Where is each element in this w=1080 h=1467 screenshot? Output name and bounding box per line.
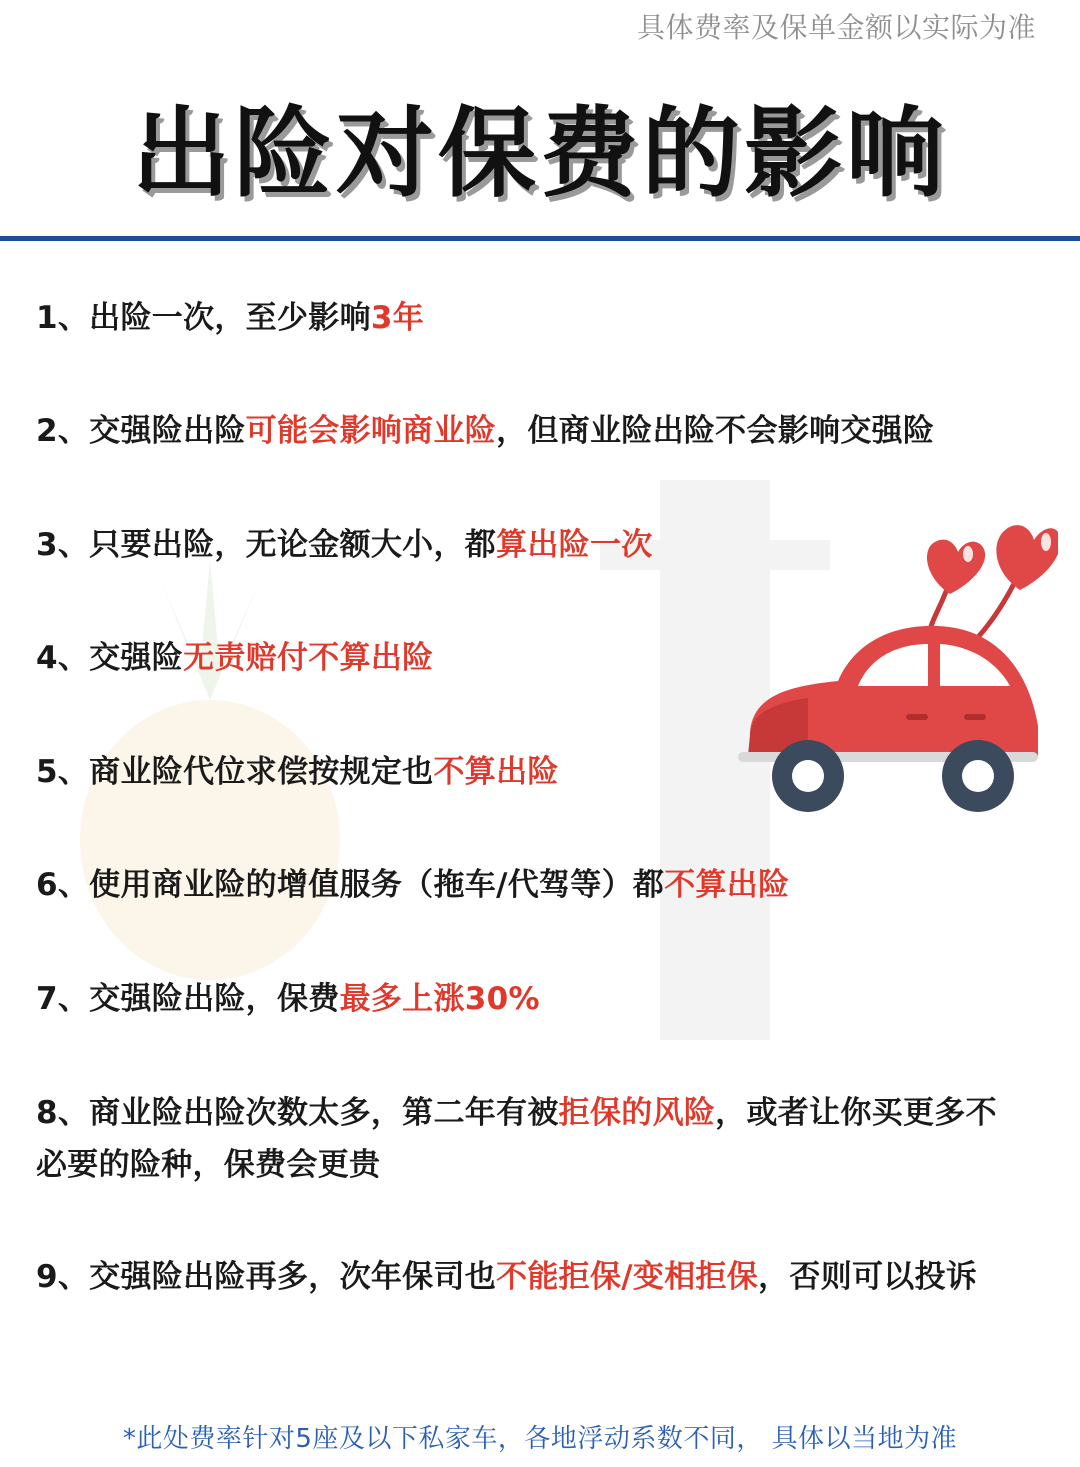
item-highlight: 可能会影响商业险 <box>245 413 497 449</box>
list-item <box>36 746 1044 798</box>
item-text: 商业险出险次数太多，第二年有被 <box>89 1095 559 1131</box>
item-text: ，否则可以投诉 <box>758 1259 978 1295</box>
item-text: ，或者让你买更多不必要的险种，保费会更贵 <box>36 1095 997 1183</box>
item-number: 9、 <box>36 1259 90 1295</box>
item-text: 交强险出险再多，次年保司也 <box>89 1259 497 1295</box>
item-number: 6、 <box>36 867 90 903</box>
item-highlight: 不能拒保/变相拒保 <box>496 1259 759 1295</box>
list-item <box>36 405 1044 457</box>
item-number: 7、 <box>36 981 90 1017</box>
item-text: 只要出险，无论金额大小，都 <box>89 527 497 563</box>
top-disclaimer: 具体费率及保单金额以实际为准 <box>636 11 1036 44</box>
item-number: 2、 <box>36 413 90 449</box>
item-text: 交强险出险，保费 <box>89 981 340 1017</box>
item-highlight: 不算出险 <box>664 867 790 903</box>
list-item <box>36 1087 1020 1191</box>
item-highlight: 无责赔付不算出险 <box>183 640 434 676</box>
footnote: *此处费率针对5座及以下私家车，各地浮动系数不同， 具体以当地为准 <box>122 1424 958 1454</box>
item-number: 5、 <box>36 754 90 790</box>
item-highlight: 3年 <box>370 300 425 336</box>
page-title: 出险对保费的影响 <box>131 97 948 211</box>
item-text: 使用商业险的增值服务（拖车/代驾等）都 <box>89 867 665 903</box>
list-item <box>36 519 1044 571</box>
list-item <box>36 1251 1010 1303</box>
item-number: 8、 <box>36 1095 90 1131</box>
item-text: 交强险 <box>89 640 184 676</box>
item-highlight: 不算出险 <box>433 754 559 790</box>
item-text: ，但商业险出险不会影响交强险 <box>496 413 935 449</box>
item-text: 出险一次，至少影响 <box>89 300 371 336</box>
item-text: 商业险代位求偿按规定也 <box>89 754 434 790</box>
list-item <box>36 859 1044 911</box>
item-text: 交强险出险 <box>89 413 246 449</box>
list-item <box>36 292 1044 344</box>
item-highlight: 拒保的风险 <box>558 1095 716 1131</box>
list-item <box>36 973 1044 1025</box>
title-divider <box>0 236 1080 241</box>
item-number: 3、 <box>36 527 90 563</box>
item-number: 4、 <box>36 640 90 676</box>
item-highlight: 最多上涨30% <box>339 981 540 1017</box>
item-highlight: 算出险一次 <box>496 527 653 563</box>
list-item <box>36 632 1044 684</box>
item-number: 1、 <box>36 300 90 336</box>
